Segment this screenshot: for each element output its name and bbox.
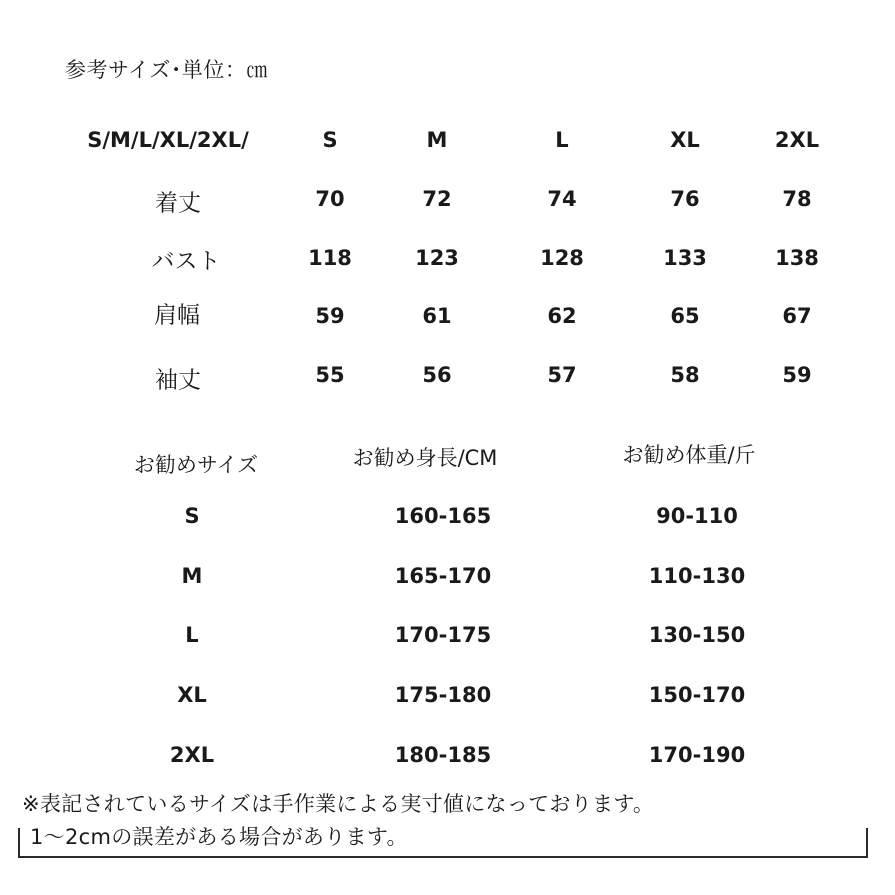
rec-size: S	[184, 504, 200, 528]
table-cell: 74	[547, 187, 577, 211]
rec-size: L	[185, 623, 199, 647]
table-cell: 138	[775, 246, 819, 270]
table-cell: 65	[670, 304, 700, 328]
row-label-bust: バスト	[151, 248, 221, 275]
table-cell: 57	[547, 363, 577, 387]
row-label-sleeve: 袖丈	[155, 367, 201, 394]
size-header-s: S	[322, 128, 338, 152]
table-cell: 55	[315, 363, 345, 387]
table-cell: 59	[315, 304, 345, 328]
table-cell: 67	[782, 304, 812, 328]
rec-weight: 90-110	[656, 504, 738, 528]
row-label-length: 着丈	[155, 190, 201, 217]
rec-height: 175-180	[394, 683, 492, 707]
rec-size: XL	[177, 683, 207, 707]
size-header-xl: XL	[670, 128, 700, 152]
rec-height: 180-185	[394, 743, 492, 767]
table-cell: 133	[663, 246, 707, 270]
page-title: 参考サイズ･単位：㎝	[65, 58, 268, 82]
table-cell: 62	[547, 304, 577, 328]
table-cell: 76	[670, 187, 700, 211]
rec-height: 165-170	[394, 564, 492, 588]
size-table	[0, 110, 895, 410]
rec-height: 170-175	[394, 623, 492, 647]
rec-header-height: お勧め身長/CM	[352, 446, 498, 470]
table-cell: 61	[422, 304, 452, 328]
table-cell: 78	[782, 187, 812, 211]
recommendation-table	[0, 430, 895, 780]
rec-weight: 110-130	[648, 564, 746, 588]
table-cell: 59	[782, 363, 812, 387]
size-header-l: L	[555, 128, 569, 152]
size-header-m: M	[426, 128, 448, 152]
rec-size: M	[181, 564, 203, 588]
table-cell: 56	[422, 363, 452, 387]
size-table-corner-label: S/M/L/XL/2XL/	[87, 128, 249, 152]
size-header-2xl: 2XL	[774, 128, 820, 152]
note-measurement: ※表記されているサイズは手作業による実寸値になっております。	[22, 792, 655, 816]
table-cell: 70	[315, 187, 345, 211]
table-cell: 128	[540, 246, 584, 270]
rec-weight: 170-190	[648, 743, 746, 767]
rec-weight: 130-150	[648, 623, 746, 647]
row-label-shoulder: 肩幅	[154, 302, 200, 329]
table-cell: 72	[422, 187, 452, 211]
rec-header-weight: お勧め体重/斤	[622, 443, 756, 467]
table-cell: 118	[308, 246, 352, 270]
note-tolerance: 1〜2cmの誤差がある場合があります。	[30, 825, 408, 849]
table-cell: 58	[670, 363, 700, 387]
rec-height: 160-165	[394, 504, 492, 528]
rec-size: 2XL	[169, 743, 215, 767]
rec-header-size: お勧めサイズ	[133, 453, 259, 477]
rec-weight: 150-170	[648, 683, 746, 707]
table-cell: 123	[415, 246, 459, 270]
